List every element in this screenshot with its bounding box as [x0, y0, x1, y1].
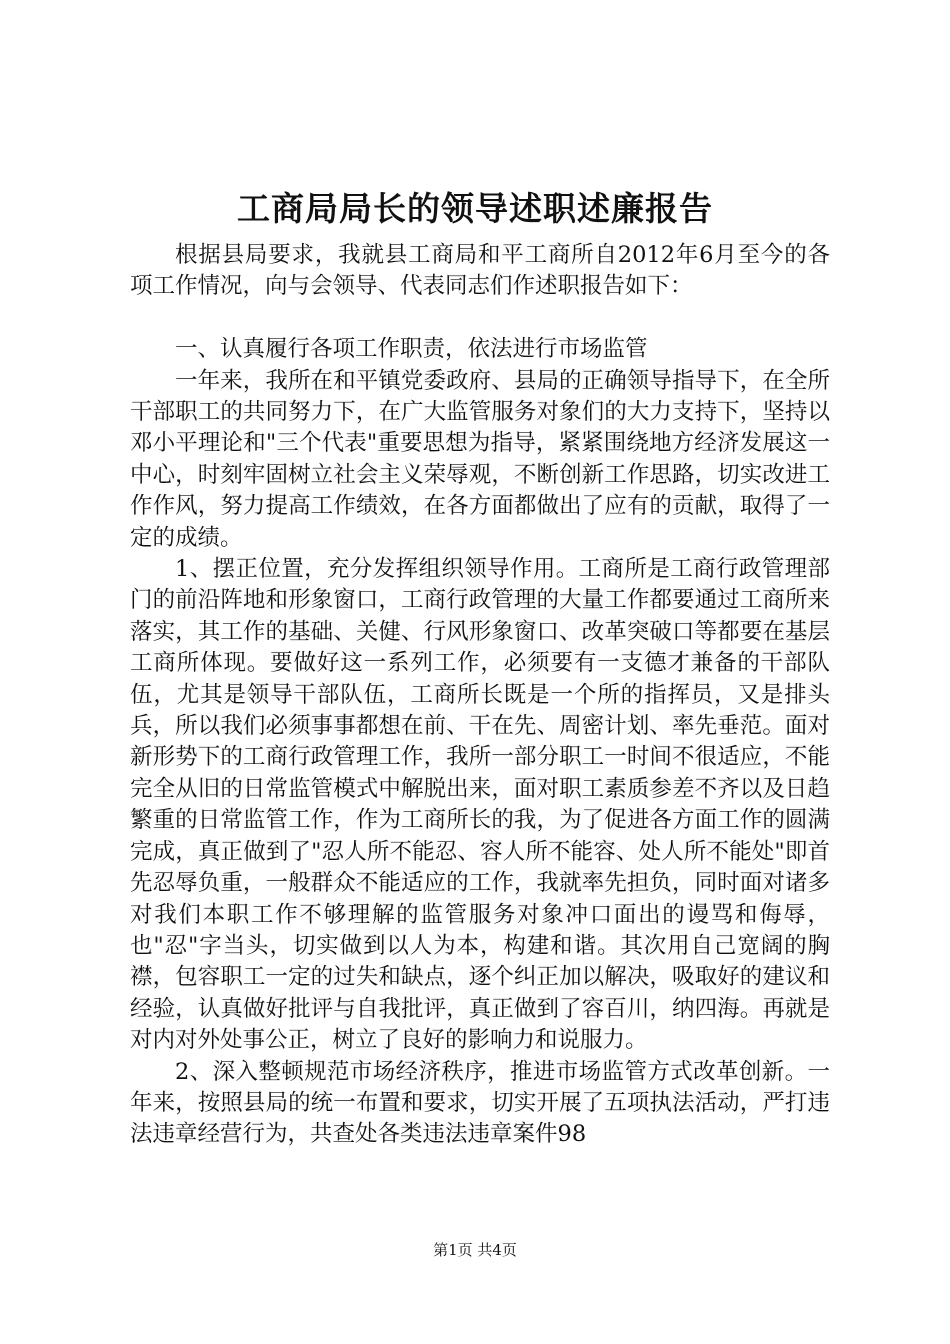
body-paragraph: 2、深入整顿规范市场经济秩序，推进市场监管方式改革创新。一年来，按照县局的统一布置和要求，切实开展了五项执法活动，严打违法违章经营行为，共查处各类违法违章案件98: [130, 1058, 830, 1148]
intro-paragraph: 根据县局要求，我就县工商局和平工商所自2012年6月至今的各项工作情况，向与会领导、代表同志们作述职报告如下：: [130, 242, 830, 300]
body-paragraph: 1、摆正位置，充分发挥组织领导作用。工商所是工商行政管理部门的前沿阵地和形象窗口，工商行政管理的大量工作都要通过工商所来落实，其工作的基础、关健、行风形象窗口、改革突破口等都要在基层工商所体现。要做好这一系列工作，必须要有一支德才兼备的干部队伍，尤其是领导干部队伍，工商所长既是一个所的指挥员，又是排头兵，所以我们必须事事都想在前、干在先、周密计划、率先垂范。面对新形势下的工商行政管理工作，我所一部分职工一时间不很适应，不能完全从旧的日常监管模式中解脱出来，面对职工素质参差不齐以及日趋繁重的日常监管工作，作为工商所长的我，为了促进各方面工作的圆满完成，真正做到了"忍人所不能忍、容人所不能容、处人所不能处"即首先忍辱负重，一般群众不能适应的工作，我就率先担负，同时面对诸多对我们本职工作不够理解的监管服务对象冲口面出的谩骂和侮辱，也"忍"字当头，切实做到以人为本，构建和谐。其次用自己宽阔的胸襟，包容职工一定的过失和缺点，逐个纠正加以解决，吸取好的建议和经验，认真做好批评与自我批评，真正做到了容百川，纳四海。再就是对内对外处事公正，树立了良好的影响力和说服力。: [130, 556, 830, 1054]
paragraph-spacer: [130, 303, 830, 334]
document-title: 工商局局长的领导述职述廉报告: [237, 189, 713, 228]
section-heading: 一、认真履行各项工作职责，依法进行市场监管: [175, 336, 648, 363]
body-paragraph: 一年来，我所在和平镇党委政府、县局的正确领导指导下，在全所干部职工的共同努力下，在广大监管服务对象们的大力支持下，坚持以邓小平理论和"三个代表"重要思想为指导，紧紧围绕地方经济发展这一中心，时刻牢固树立社会主义荣辱观，不断创新工作思路，切实改进工作作风，努力提高工作绩效，在各方面都做出了应有的贡献，取得了一定的成绩。: [130, 367, 830, 551]
page-number-footer: 第1页 共4页: [433, 1241, 517, 1259]
document-body: [130, 240, 830, 1151]
